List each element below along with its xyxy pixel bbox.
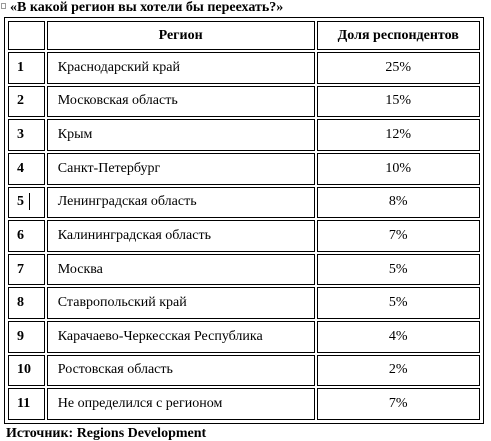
- text-caret: [29, 193, 30, 210]
- row-region-cell[interactable]: Ленинградская область: [47, 187, 315, 219]
- row-number-cell[interactable]: [8, 220, 45, 252]
- row-number-cell[interactable]: [8, 287, 45, 319]
- row-share-cell[interactable]: 12%: [317, 119, 481, 151]
- row-region-cell[interactable]: Не определился с регионом: [47, 388, 315, 420]
- row-share-cell[interactable]: 15%: [317, 86, 481, 118]
- row-number: 2: [17, 93, 24, 109]
- table-row: [8, 153, 480, 185]
- row-number: 8: [17, 295, 24, 311]
- table-row: [8, 321, 480, 353]
- row-number: 9: [17, 328, 24, 344]
- row-share-cell[interactable]: 7%: [317, 220, 481, 252]
- table-move-handle-icon[interactable]: [1, 3, 6, 9]
- row-number-cell[interactable]: [8, 119, 45, 151]
- row-share-cell[interactable]: 8%: [317, 187, 481, 219]
- row-share-cell[interactable]: 4%: [317, 321, 481, 353]
- table-row: [8, 287, 480, 319]
- table-row: [8, 119, 480, 151]
- table-row: [8, 388, 480, 420]
- row-number-cell[interactable]: [8, 254, 45, 286]
- row-region-cell[interactable]: Краснодарский край: [47, 52, 315, 84]
- row-share-cell[interactable]: 7%: [317, 388, 481, 420]
- row-number-cell[interactable]: [8, 187, 45, 219]
- table-body: [8, 52, 480, 420]
- row-share-cell[interactable]: 25%: [317, 52, 481, 84]
- row-region-cell[interactable]: Москва: [47, 254, 315, 286]
- row-share-cell[interactable]: 2%: [317, 355, 481, 387]
- survey-table[interactable]: [6, 19, 482, 422]
- row-share-cell[interactable]: 10%: [317, 153, 481, 185]
- row-region-cell[interactable]: Ростовская область: [47, 355, 315, 387]
- row-number-cell[interactable]: [8, 355, 45, 387]
- row-number: 4: [17, 160, 24, 176]
- row-number-cell[interactable]: [8, 86, 45, 118]
- table-row: [8, 254, 480, 286]
- table-row: [8, 355, 480, 387]
- row-region-cell[interactable]: Калининградская область: [47, 220, 315, 252]
- table-row: [8, 86, 480, 118]
- row-number: 3: [17, 127, 24, 143]
- row-number: 1: [17, 59, 24, 75]
- row-region-cell[interactable]: Ставропольский край: [47, 287, 315, 319]
- row-region-cell[interactable]: Санкт-Петербург: [47, 153, 315, 185]
- header-region-cell[interactable]: Регион: [47, 21, 315, 50]
- row-number-cell[interactable]: [8, 153, 45, 185]
- table-row: [8, 187, 480, 219]
- table-row: [8, 220, 480, 252]
- source-note: Источник: Regions Development: [6, 426, 207, 441]
- row-share-cell[interactable]: 5%: [317, 287, 481, 319]
- row-number: 7: [17, 261, 24, 277]
- row-number: 10: [17, 362, 31, 378]
- row-share-cell[interactable]: 5%: [317, 254, 481, 286]
- header-number-cell[interactable]: [8, 21, 45, 50]
- row-number: 5: [17, 194, 24, 210]
- survey-table-frame: [4, 17, 484, 424]
- row-region-cell[interactable]: Карачаево-Черкесская Республика: [47, 321, 315, 353]
- table-header-row: [8, 21, 480, 50]
- row-number-cell[interactable]: [8, 321, 45, 353]
- page-title: «В какой регион вы хотели бы переехать?»: [10, 0, 284, 15]
- row-number: 6: [17, 227, 24, 243]
- header-share-cell[interactable]: Доля респондентов: [317, 21, 481, 50]
- row-number-cell[interactable]: [8, 388, 45, 420]
- row-number-cell[interactable]: [8, 52, 45, 84]
- row-number: 11: [17, 396, 31, 412]
- row-region-cell[interactable]: Московская область: [47, 86, 315, 118]
- table-row: [8, 52, 480, 84]
- row-region-cell[interactable]: Крым: [47, 119, 315, 151]
